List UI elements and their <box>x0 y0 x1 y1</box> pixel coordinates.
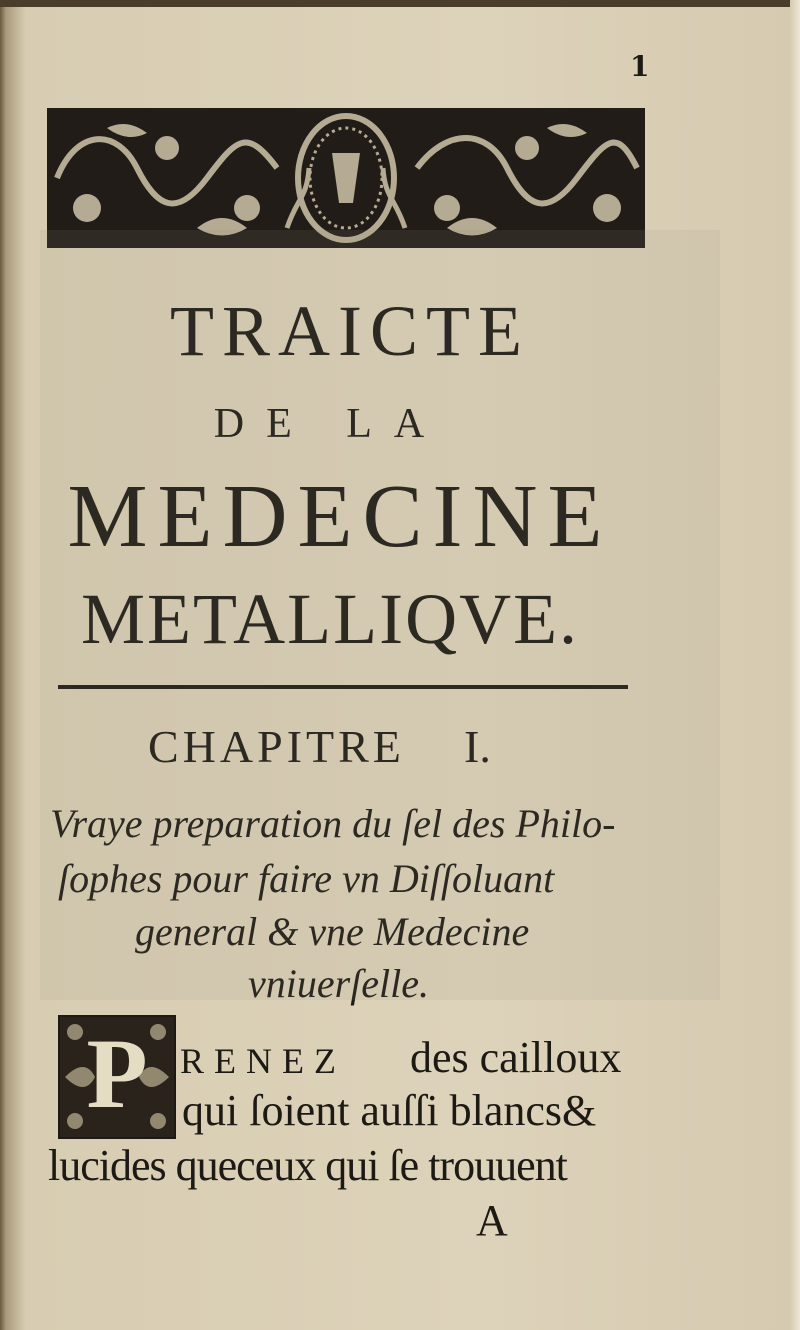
dropcap-letter: P <box>86 1018 148 1129</box>
subtitle-line-2: ſophes pour faire vn Diſſoluant <box>58 856 555 901</box>
title-line-3: MEDECINE <box>67 467 613 566</box>
headpiece-ornament-icon <box>47 108 645 248</box>
chapter-heading: CHAPITRE <box>148 721 405 772</box>
title-line-2: DE LA <box>213 401 447 447</box>
decorated-initial <box>58 1015 176 1139</box>
subtitle-line-3: general & vne Medecine <box>135 909 530 954</box>
horizontal-rule <box>58 685 628 689</box>
ornamental-headpiece <box>47 108 645 248</box>
chapter-number: I. <box>464 721 491 772</box>
body-line-2: qui ſoient auſſi blancs& <box>182 1086 597 1135</box>
subtitle-line-1: Vraye preparation du ſel des Philo- <box>50 801 616 846</box>
page-top-edge <box>0 0 800 7</box>
signature-mark: A <box>476 1196 508 1245</box>
body-smallcaps-word: RENEZ <box>180 1041 346 1081</box>
title-line-4: METALLIQVE. <box>80 579 580 659</box>
body-line-3: lucides queceux qui ſe trouuent <box>48 1141 567 1190</box>
body-line-1: des cailloux <box>410 1033 622 1082</box>
subtitle-line-4: vniuerſelle. <box>248 961 430 1006</box>
page-right-edge <box>790 0 800 1330</box>
title-line-1: TRAICTE <box>170 291 530 371</box>
page-number: 1 <box>630 50 650 83</box>
